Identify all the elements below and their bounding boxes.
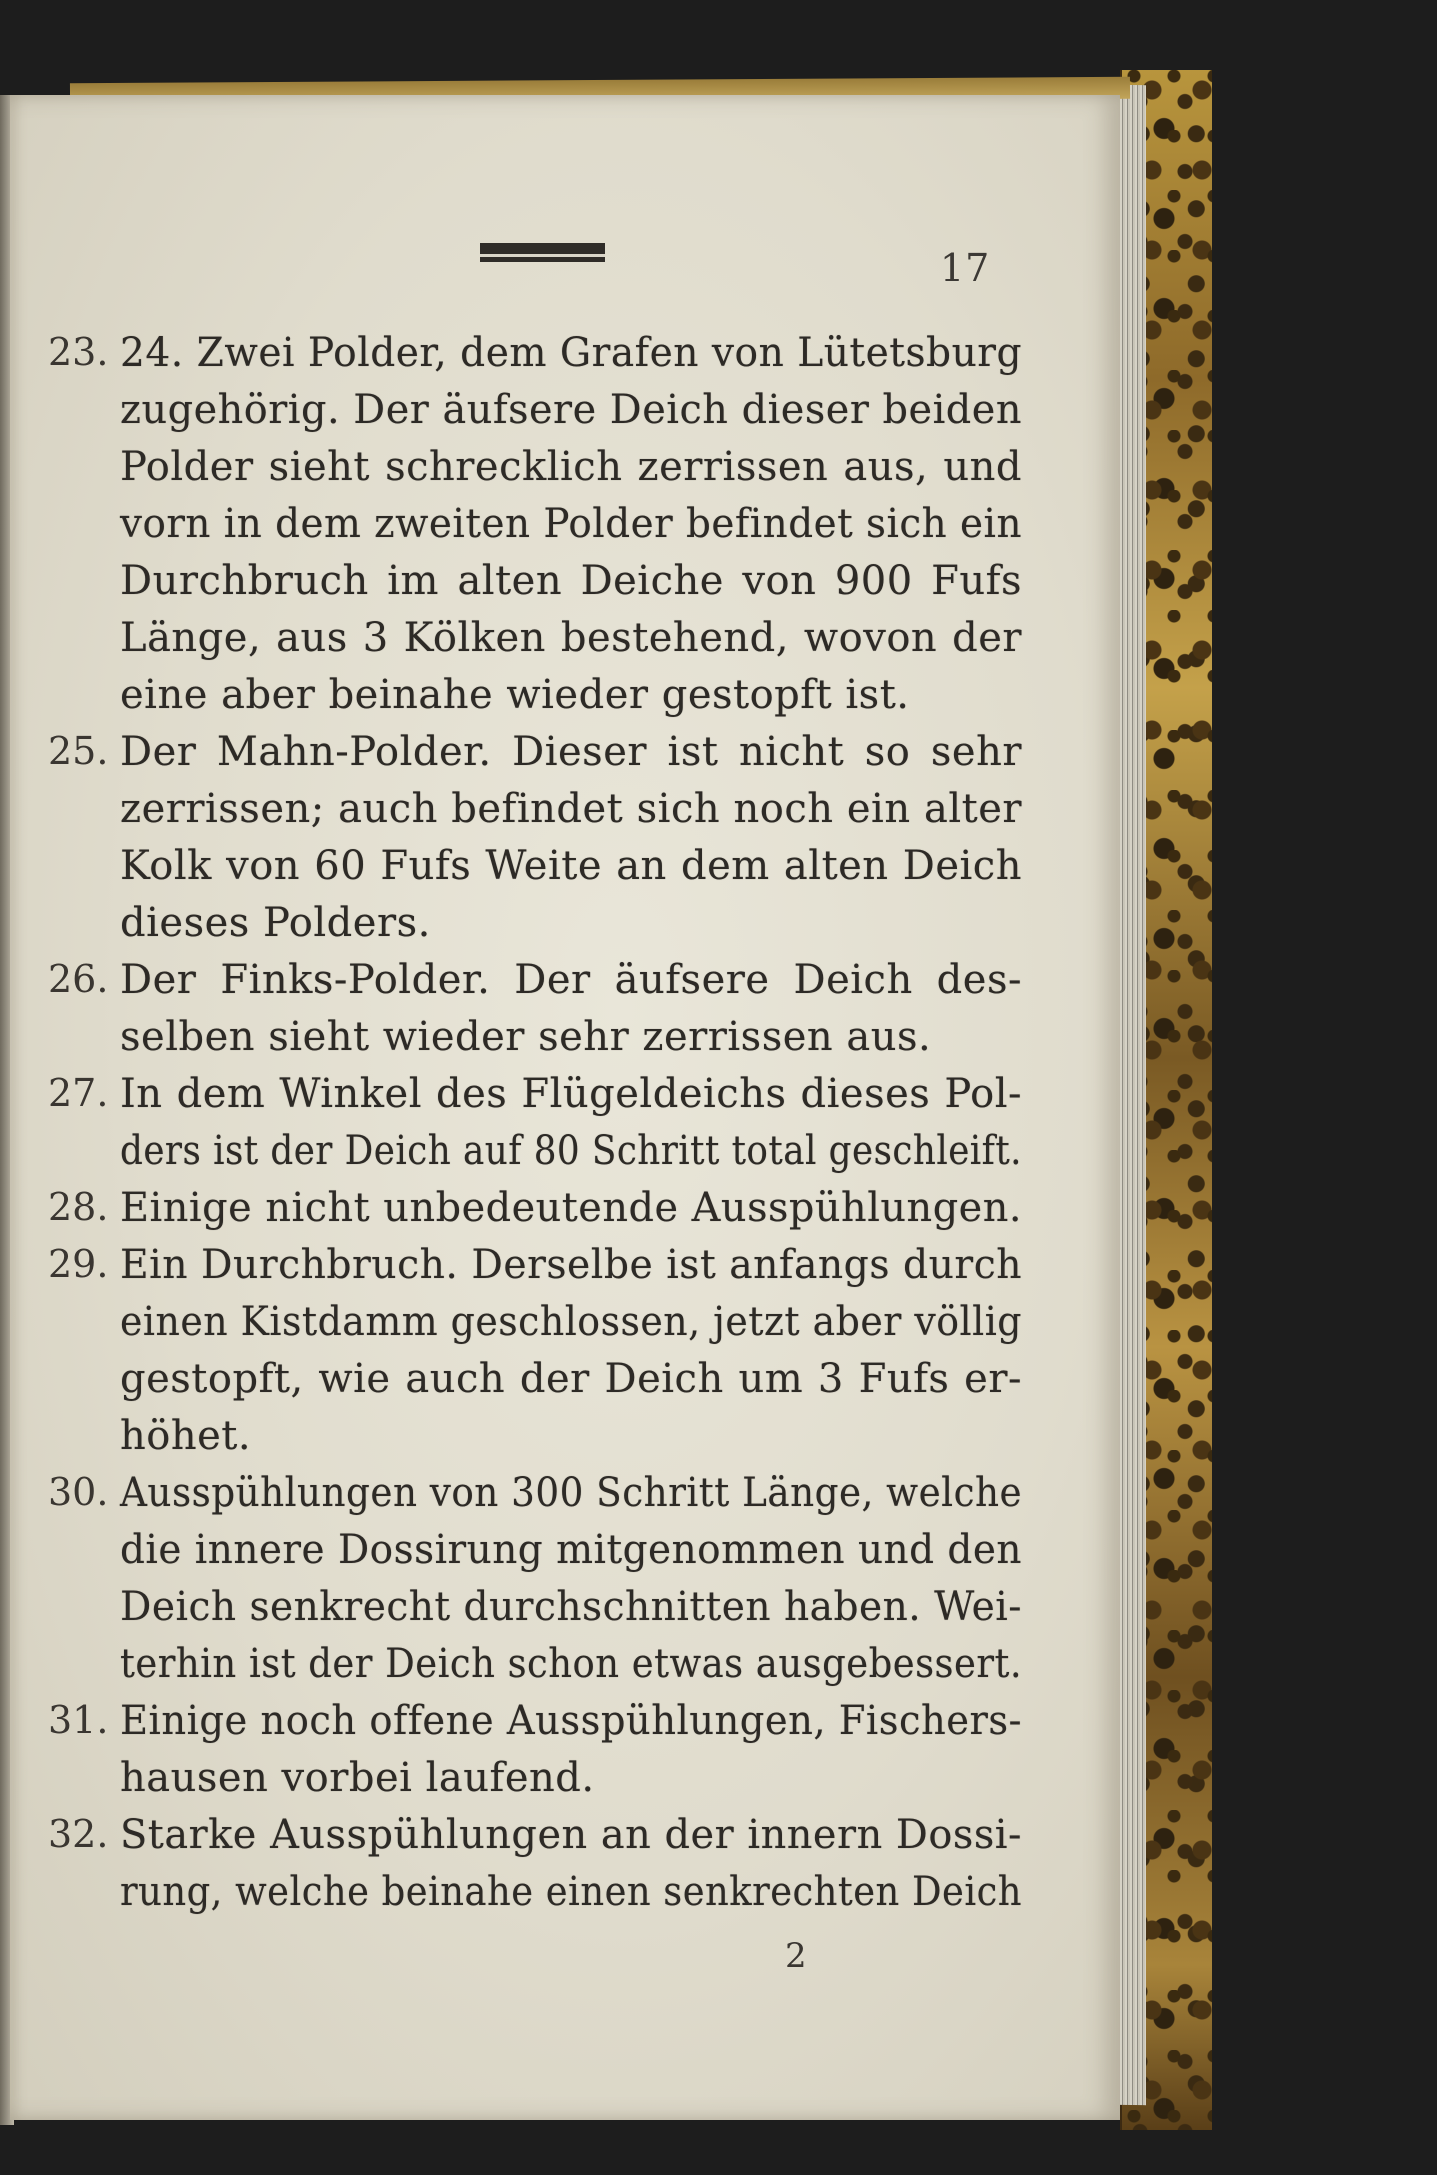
text-line: terhin ist der Deich schon etwas ausgebessert. — [120, 1641, 1023, 1687]
entry-number: 30. — [48, 1470, 109, 1514]
text-line: Durchbruch im alten Deiche von 900 Fufs — [120, 558, 1022, 604]
page-number: 17 — [940, 246, 991, 290]
text-line: Polder sieht schrecklich zerrissen aus, und — [120, 444, 1022, 490]
text-line: Einige nicht unbedeutende Ausspühlungen. — [120, 1185, 1023, 1231]
entry-number: 29. — [48, 1242, 109, 1286]
text-line: dieses Polders. — [120, 900, 431, 946]
text-line: selben sieht wieder sehr zerrissen aus. — [120, 1014, 932, 1060]
header-rule — [480, 243, 605, 257]
text-line: ders ist der Deich auf 80 Schritt total geschleift. — [120, 1128, 1022, 1174]
text-line: hausen vorbei laufend. — [120, 1755, 595, 1801]
text-line: zugehörig. Der äufsere Deich dieser beiden — [120, 387, 1022, 433]
entry-number: 26. — [48, 957, 109, 1001]
text-line: einen Kistdamm geschlossen, jetzt aber völlig — [120, 1299, 1022, 1345]
text-line: Einige noch offene Ausspühlungen, Fischers- — [120, 1698, 1023, 1744]
text-line: Länge, aus 3 Kölken bestehend, wovon der — [120, 615, 1023, 661]
text-line: gestopft, wie auch der Deich um 3 Fufs er- — [120, 1356, 1022, 1402]
signature-mark: 2 — [785, 1936, 807, 1976]
entry-number: 31. — [48, 1698, 109, 1742]
text-line: Ein Durchbruch. Derselbe ist anfangs durch — [120, 1242, 1022, 1288]
text-line: Starke Ausspühlungen an der innern Dossi- — [120, 1812, 1023, 1858]
entry-number: 23. — [48, 330, 109, 374]
text-line: höhet. — [120, 1413, 252, 1459]
text-line: In dem Winkel des Flügeldeichs dieses Pol- — [120, 1071, 1023, 1117]
text-line: Der Mahn-Polder. Dieser ist nicht so sehr — [120, 729, 1022, 775]
text-line: zerrissen; auch befindet sich noch ein alter — [120, 786, 1022, 832]
text-line: eine aber beinahe wieder gestopft ist. — [120, 672, 910, 718]
entry-number: 27. — [48, 1071, 109, 1115]
text-line: Der Finks-Polder. Der äufsere Deich des- — [120, 957, 1023, 1003]
entry-number: 25. — [48, 729, 109, 773]
text-line: vorn in dem zweiten Polder befindet sich ein — [120, 501, 1023, 547]
entry-number: 28. — [48, 1185, 109, 1229]
text-line: Kolk von 60 Fufs Weite an dem alten Deich — [120, 843, 1022, 889]
text-line: Ausspühlungen von 300 Schritt Länge, welche — [120, 1470, 1023, 1516]
text-line: rung, welche beinahe einen senkrechten Deich — [120, 1869, 1022, 1915]
text-line: 24. Zwei Polder, dem Grafen von Lütetsburg — [120, 330, 1023, 376]
entry-number: 32. — [48, 1812, 109, 1856]
text-line: die innere Dossirung mitgenommen und den — [120, 1527, 1022, 1573]
text-line: Deich senkrecht durchschnitten haben. Wei- — [120, 1584, 1022, 1630]
